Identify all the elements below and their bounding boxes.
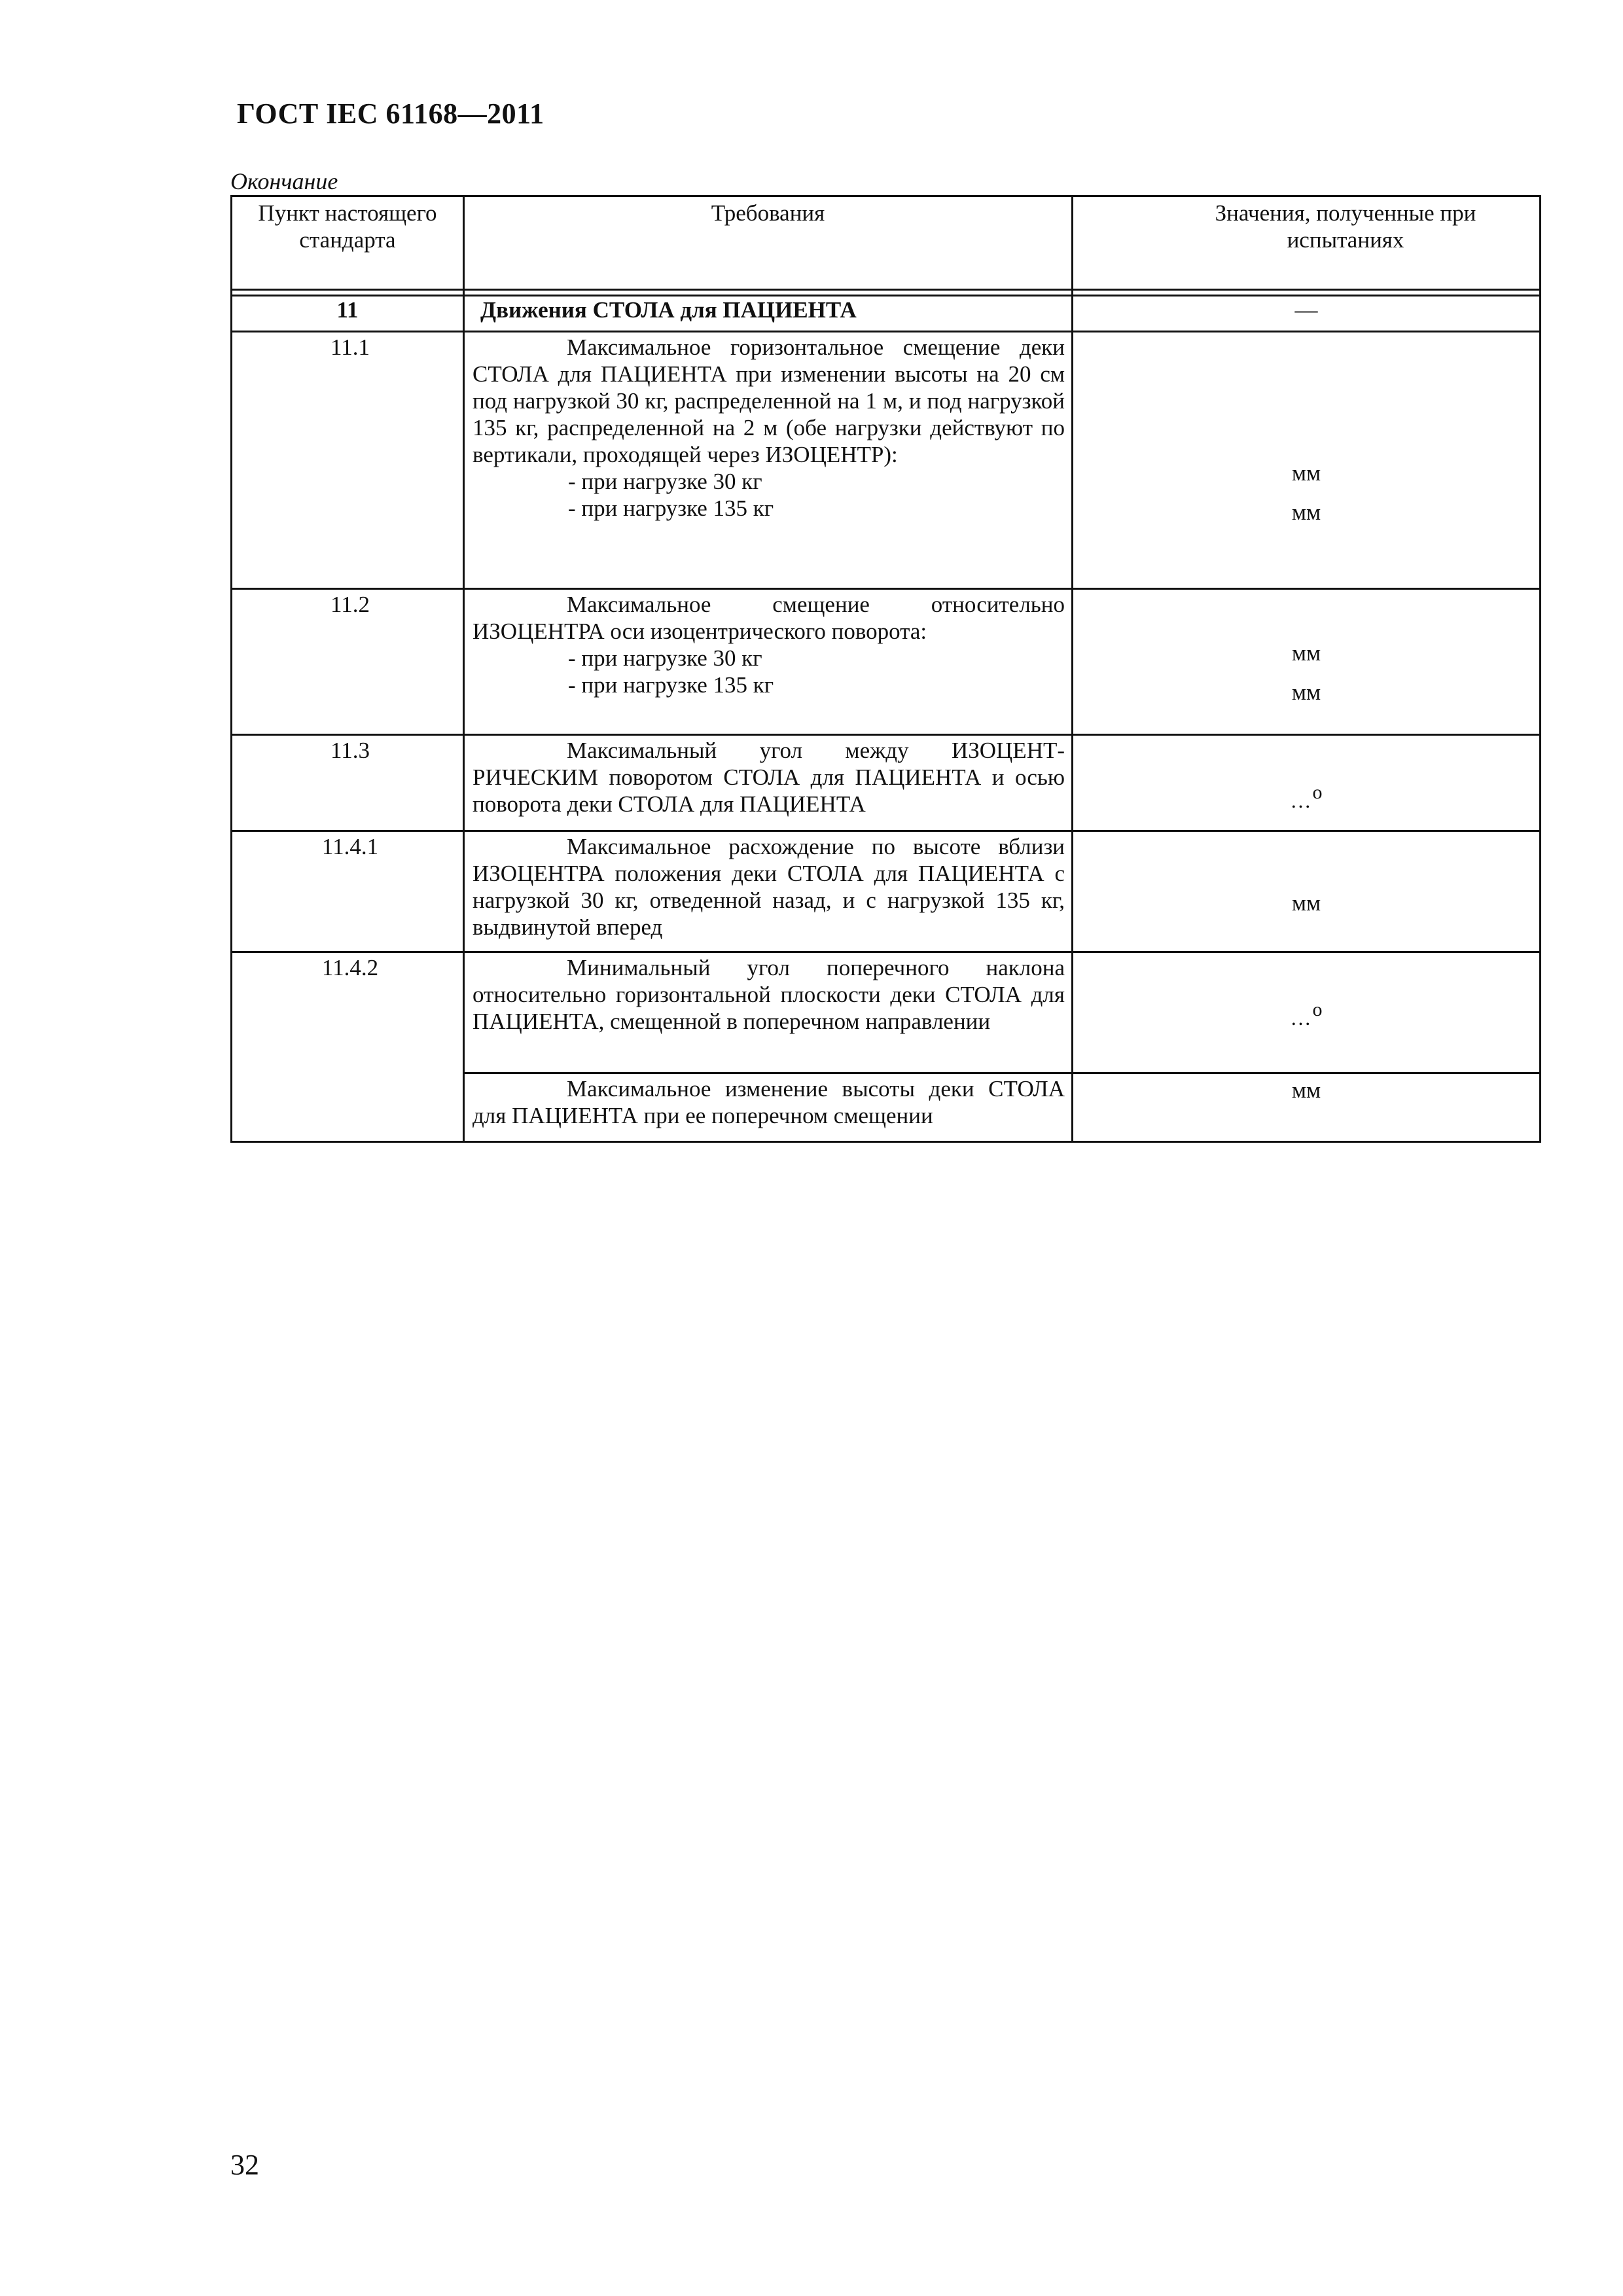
requirement-text: Максимальный угол между ИЗОЦЕНТ-РИЧЕСКИМ поворотом СТОЛА для ПАЦИЕНТА и осью поворота деки СТОЛА для ПАЦИЕНТА <box>473 738 1065 817</box>
table-row <box>232 332 1541 589</box>
list-item: - при нагрузке 135 кг <box>568 672 774 698</box>
header-separator <box>232 290 1541 296</box>
table-row <box>232 831 1541 952</box>
clause-number: 11.2 <box>330 592 370 617</box>
requirement-text: Максимальное смещение относительно ИЗОЦЕНТРА оси изоцентрического поворота: <box>473 592 1065 644</box>
unit-label: мм <box>1291 890 1321 916</box>
section-title: Движения СТОЛА для ПАЦИЕНТА <box>464 296 1073 332</box>
list-item: - при нагрузке 30 кг <box>568 469 762 494</box>
list-item: - при нагрузке 135 кг <box>568 495 774 521</box>
unit-label: мм <box>1291 460 1321 486</box>
clause-number: 11.4.1 <box>321 834 379 859</box>
table-caption: Окончание <box>230 168 338 194</box>
degree-value: …$^о$ <box>1290 999 1323 1030</box>
section-row <box>232 296 1541 332</box>
clause-number: 11.3 <box>330 738 370 763</box>
degree-value: …$^о$ <box>1290 781 1323 812</box>
requirement-text: Максимальное горизонтальное смещение деки СТОЛА для ПАЦИЕНТА при изменении высоты на 20 см под нагрузкой 30 кг, распределенной на 1 м, и под нагрузкой 135 кг, распределенной на 2 м (обе нагрузки действуют по вертикали, проходящей через ИЗОЦЕНТР): <box>473 334 1065 467</box>
clause-number: 11.1 <box>330 334 370 360</box>
table-row <box>232 735 1541 831</box>
unit-label: мм <box>1291 640 1321 666</box>
section-number: 11 <box>232 296 464 332</box>
unit-label: мм <box>1291 499 1321 525</box>
requirement-text: Минимальный угол поперечного наклона относительно горизонтальной плоскости деки СТОЛА для ПАЦИЕНТА, смещенной в поперечном направлении <box>473 955 1065 1034</box>
header-clause: Пункт настоящего стандарта <box>232 196 464 290</box>
table-header-row <box>232 196 1541 290</box>
requirements-table <box>230 195 1541 1143</box>
section-value: — <box>1073 296 1541 332</box>
list-item: - при нагрузке 30 кг <box>568 645 762 671</box>
clause-number: 11.4.2 <box>321 955 379 980</box>
table-row <box>232 589 1541 735</box>
unit-label: мм <box>1291 1077 1321 1103</box>
degree-symbol: о <box>1312 999 1323 1020</box>
table-row <box>232 952 1541 1073</box>
header-requirements: Требования <box>464 196 1073 290</box>
document-title: ГОСТ IEC 61168—2011 <box>237 98 544 130</box>
degree-symbol: о <box>1312 781 1323 803</box>
unit-label: мм <box>1291 679 1321 705</box>
requirement-text: Максимальное расхождение по высоте вблизи ИЗОЦЕНТРА положения деки СТОЛА для ПАЦИЕНТА с нагрузкой 30 кг, отведенной назад, и с нагрузкой 135 кг, выдвинутой вперед <box>473 834 1065 940</box>
header-test-values: Значения, полученные при испытаниях <box>1073 196 1541 290</box>
page-number: 32 <box>230 2149 259 2181</box>
requirement-text: Максимальное изменение высоты деки СТОЛА для ПАЦИЕНТА при ее поперечном смещении <box>473 1076 1065 1128</box>
